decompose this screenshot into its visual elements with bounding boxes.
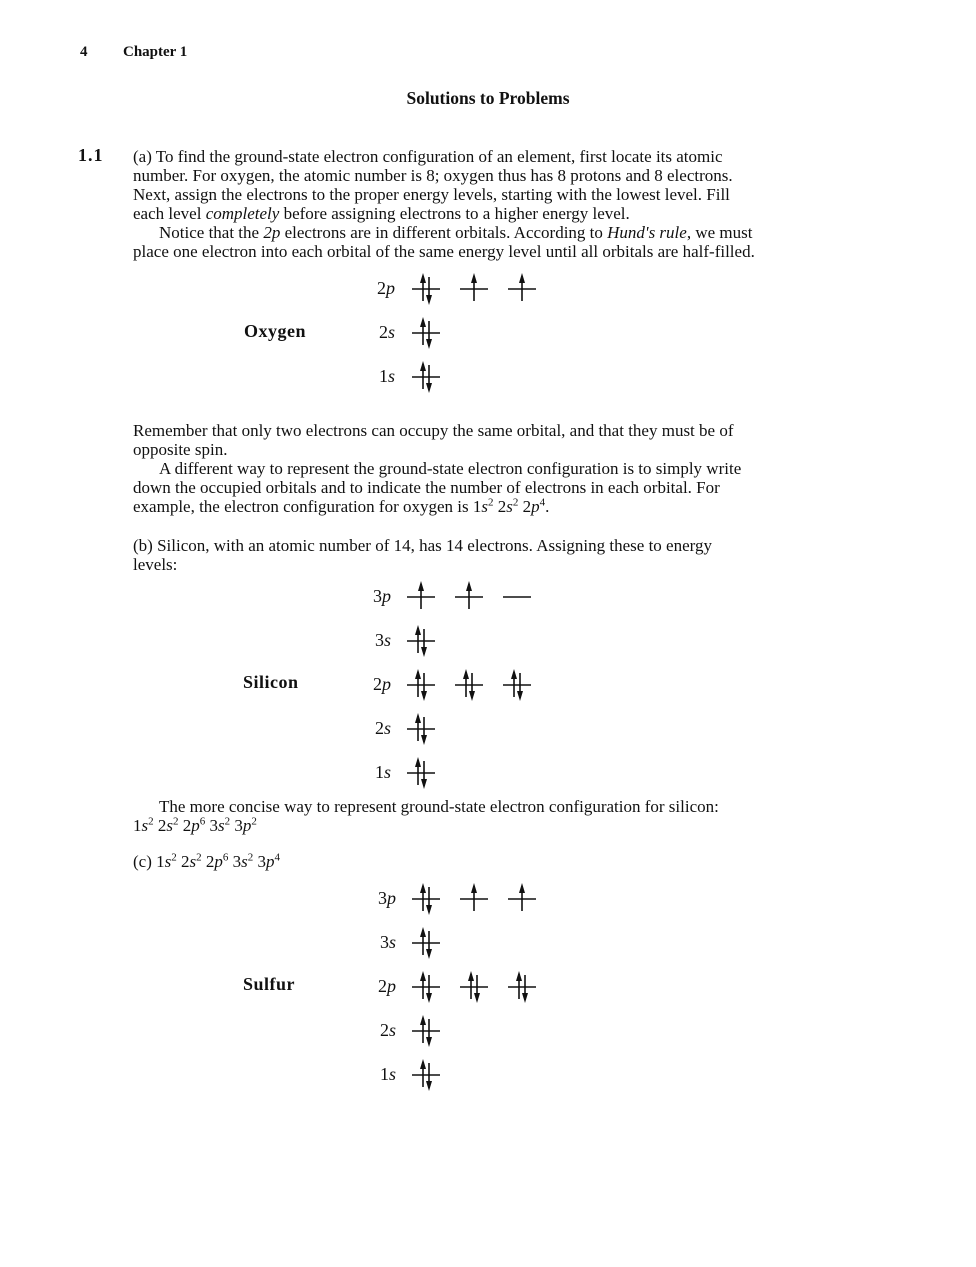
text-line: down the occupied orbitals and to indicate the number of electrons in each orbital. For <box>133 478 720 497</box>
energy-level-label: 2p <box>377 278 395 298</box>
energy-level-label: 3p <box>373 586 391 606</box>
energy-level-label: 2s <box>378 322 395 342</box>
orbital-box <box>405 622 437 665</box>
orbital-box <box>506 270 538 313</box>
orbital-box <box>410 924 442 967</box>
element-label-oxygen: Oxygen <box>244 321 307 341</box>
element-label-silicon: Silicon <box>243 672 299 692</box>
energy-level-label: 2p <box>373 674 391 694</box>
orbital-box <box>501 666 533 709</box>
orbital-box <box>410 1012 442 1055</box>
orbital-box <box>506 880 538 923</box>
orbital-box <box>501 578 533 621</box>
sulfur-config: (c) $1s^2$ $2s^2$ $2p^6$ $3s^2$ $3p^4$ <box>133 851 280 871</box>
text-line: (b) Silicon, with an atomic number of 14, has 14 electrons. Assigning these to energy <box>133 536 712 555</box>
orbital-box <box>410 314 442 357</box>
orbital-box <box>410 270 442 313</box>
energy-level-label: 2s <box>379 1020 396 1040</box>
page-title: Solutions to Problems <box>406 88 570 108</box>
energy-level-label: 3p <box>378 888 396 908</box>
text-line: The more concise way to represent ground-state electron configuration for silicon: <box>159 797 719 816</box>
page-number: 4 <box>80 44 88 60</box>
energy-level-label: 3s <box>379 932 396 952</box>
energy-level-label: 3s <box>374 630 391 650</box>
silicon-config: $1s^2$ $2s^2$ $2p^6$ $3s^2$ $3p^2$ <box>133 815 257 835</box>
text-line: number. For oxygen, the atomic number is 8; oxygen thus has 8 protons and 8 electrons. <box>133 166 733 185</box>
energy-level-label: 1s <box>374 762 391 782</box>
problem-number: 1.1 <box>78 145 104 165</box>
orbital-box <box>410 880 442 923</box>
orbital-box <box>405 666 437 709</box>
orbital-box <box>410 358 442 401</box>
energy-level-label: 2s <box>374 718 391 738</box>
energy-level-label: 1s <box>378 366 395 386</box>
chapter-label: Chapter 1 <box>123 44 188 60</box>
text-line: example, the electron configuration for oxygen is $1s^2$ $2s^2$ $2p^4$. <box>133 496 550 516</box>
text-line: Next, assign the electrons to the proper energy levels, starting with the lowest level. Fill <box>133 185 730 204</box>
text-line: A different way to represent the ground-state electron configuration is to simply write <box>159 459 742 478</box>
orbital-box <box>453 666 485 709</box>
orbital-box <box>410 968 442 1011</box>
text-line: (a) To find the ground-state electron configuration of an element, first locate its atomic <box>133 147 723 166</box>
orbital-box <box>506 968 538 1011</box>
energy-level-label: 2p <box>378 976 396 996</box>
text-line: opposite spin. <box>133 440 228 459</box>
part-b-concise <box>133 797 823 835</box>
text-line: Remember that only two electrons can occupy the same orbital, and that they must be of <box>133 421 734 440</box>
orbital-box <box>458 880 490 923</box>
orbital-box <box>458 270 490 313</box>
orbital-box <box>405 754 437 797</box>
text-line: levels: <box>133 555 178 574</box>
orbital-box <box>453 578 485 621</box>
orbital-box <box>410 1056 442 1099</box>
part-a-remember <box>133 421 823 516</box>
text-line: Notice that the 2p electrons are in different orbitals. According to Hund's rule, we must <box>159 223 753 242</box>
element-label-sulfur: Sulfur <box>243 974 296 994</box>
part-c-config <box>133 852 823 871</box>
text-line: each level completely before assigning electrons to a higher energy level. <box>133 204 630 223</box>
text-line: place one electron into each orbital of the same energy level until all orbitals are half-filled. <box>133 242 755 261</box>
oxygen-config: $1s^2$ $2s^2$ $2p^4$ <box>472 496 546 516</box>
part-b-intro <box>133 536 823 574</box>
orbital-box <box>405 578 437 621</box>
part-a-intro <box>133 147 823 261</box>
orbital-box <box>458 968 490 1011</box>
energy-level-label: 1s <box>379 1064 396 1084</box>
orbital-box <box>405 710 437 753</box>
